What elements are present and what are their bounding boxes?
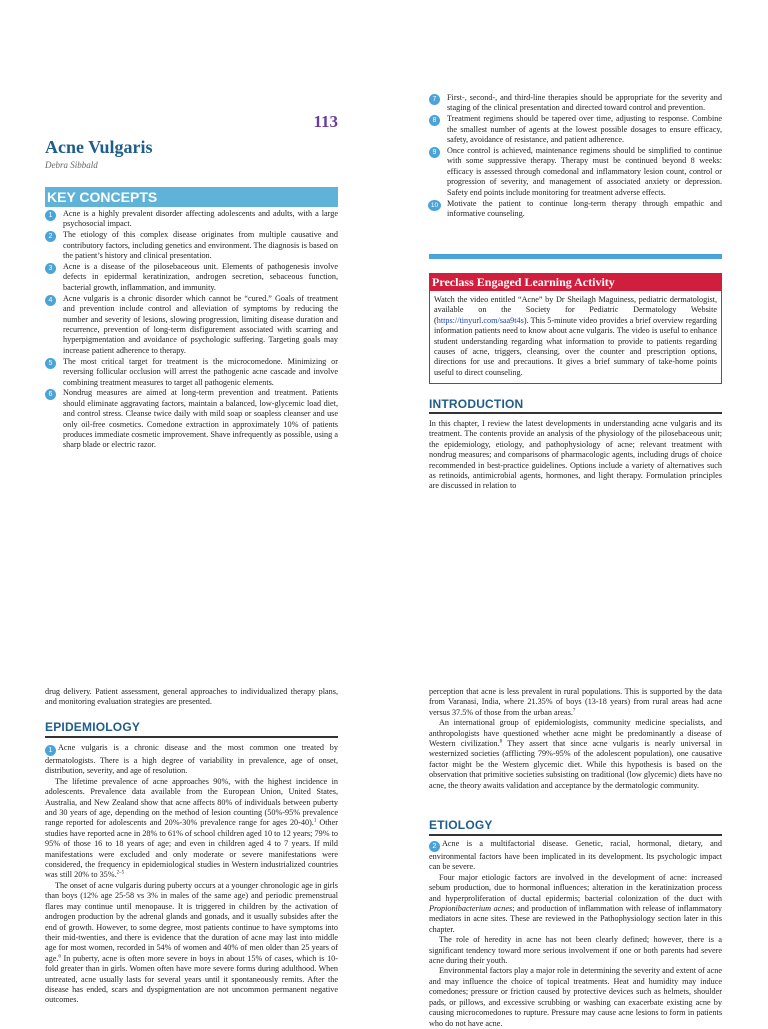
reference-marker: 8 [499, 739, 503, 745]
introduction-continued-paragraph: drug delivery. Patient assessment, general approaches to individualized therapy plans, and monitoring evaluation strategies are presented. [45, 687, 338, 707]
key-concept-number-icon: 1 [45, 210, 56, 221]
etiology-heading: ETIOLOGY [429, 818, 493, 832]
epidemiology-p1: 1 Acne vulgaris is a chronic disease and the most common one treated by dermatologists. There is a high degree of variability in prevalence, age of onset, distribution, severity, and age of resolution. [45, 743, 338, 776]
key-concept-number-icon: 6 [45, 389, 56, 400]
reference-marker: 7 [572, 708, 576, 714]
key-concept-number-icon: 10 [428, 200, 441, 211]
epidemiology-rule [45, 736, 338, 738]
key-concept-item [429, 146, 722, 198]
key-concept-item [429, 114, 722, 145]
key-concept-number-icon: 8 [429, 115, 440, 126]
key-concept-text: The most critical target for treatment is the microcomedone. Minimizing or reversing follicular occlusion will arrest the pathogenic acne cascade and involve combining treatment measures to target all pathogenic elements. [63, 356, 338, 387]
key-concept-text: Treatment regimens should be tapered over time, adjusting to response. Combine the smallest number of agents at the lowest possible dosages to ensure efficacy, safety, avoidance of resistance, and patient adherence. [447, 114, 722, 145]
reference-marker: 2–5 [116, 870, 125, 876]
preclass-video-link[interactable]: https://tinyurl.com/saa9t4s [436, 315, 524, 325]
key-concept-number-icon: 2 [45, 231, 56, 242]
preclass-activity-box [429, 273, 722, 384]
key-concept-number-icon: 4 [45, 295, 56, 306]
etiology-p3: The role of heredity in acne has not been clearly defined; however, there is a significant tendency toward more serious involvement if one or both parents had severe acne during their youth. [429, 935, 722, 966]
key-concepts-list-left [45, 209, 338, 451]
etiology-p2: Four major etiologic factors are involved in the development of acne: increased sebum production, due to hormonal influences; alteration in the keratinization process and hyperproliferation of ductal epidermis; bacterial colonization of the duct with Propionibacterium acnes; and production of inflammation with release of inflammatory mediators in acne sites. These are reviewed in the Pathophysiology section later in this chapter. [429, 872, 722, 934]
key-concept-text: First-, second-, and third-line therapies should be appropriate for the severity and staging of the clinical presentation and directed toward control and prevention. [447, 93, 722, 113]
key-concept-text: Acne is a highly prevalent disorder affecting adolescents and adults, with a large psychosocial impact. [63, 209, 338, 229]
key-concept-text: Acne is a disease of the pilosebaceous unit. Elements of pathogenesis involve defects in epidermal keratinization, androgen secretion, sebaceous function, bacterial growth, inflammation, and immunity. [63, 262, 338, 292]
key-concepts-list-right [429, 93, 722, 220]
introduction-rule [429, 412, 722, 414]
preclass-text-after: ). This 5-minute video provides a brief overview regarding information patients need to know about acne vulgaris. The video is useful to enhance student understanding regarding what information to provide to patients regarding causes of acne, triggers, cleansing, over the counter and prescription options, directions for use and precautions. It gives a brief summary of take-home points useful to direct counseling. [434, 315, 717, 377]
key-concept-marker-2: 2 [429, 841, 440, 852]
key-concept-item [429, 93, 722, 114]
introduction-text [429, 419, 722, 492]
chapter-author: Debra Sibbald [45, 160, 98, 170]
key-concept-number-icon: 7 [429, 94, 440, 105]
introduction-heading: INTRODUCTION [429, 397, 524, 411]
reference-marker: 1 [313, 818, 317, 824]
chapter-title: Acne Vulgaris [45, 137, 153, 157]
epidemiology-text [45, 743, 338, 1006]
reference-marker: 6 [58, 953, 61, 959]
key-concept-item [429, 199, 722, 220]
etiology-rule [429, 834, 722, 836]
etiology-p4: Environmental factors play a major role in determining the severity and extent of acne and may influence the choice of topical treatments. Heat and humidity may induce comedones; pressure or friction caused by protective devices such as helmets, shoulder pads, or pillows, and excessive scrubbing or washing can exacerbate existing acne by causing microcomedones to rupture. Pressure may cause acne lesions to form in patients who do not have acne. [429, 966, 722, 1028]
rural-urban-paragraph: perception that acne is less prevalent in rural populations. This is supported by the data from Varanasi, India, where 21.35% of boys (13-18 years) from rural areas had acne versus 37.5% of those from the urban areas.$^7$ [429, 687, 722, 717]
western-diet-paragraph: An international group of epidemiologists, community medicine specialists, and anthropologists have questioned whether acne might be predominantly a disease of Western civilization.$^8$ They assert that since acne vulgaris is nearly universal in westernized societies (afflicting 79%-95% of the adolescent population), one causative factor might be the Western glycemic diet. While this hypothesis is based on the observation that primitive societies subsisting on traditional (low glycemic) diets have no acne, the theory awaits validation and acceptance by the dermatologic community. [429, 718, 723, 790]
key-concept-item [45, 357, 338, 388]
key-concept-text: Acne vulgaris is a chronic disorder which cannot be “cured.” Goals of treatment and prevention include control and alleviation of symptoms by reducing the number and severity of lesions, slowing progression, limiting disease duration and recurrence, prevention of long-term disfigurement associated with scarring and hyperpigmentation and avoidance of psychologic suffering. Targeting goals may increase patient adherence to therapy. [63, 293, 338, 355]
key-concept-item [45, 262, 338, 293]
epidemiology-p2: The lifetime prevalence of acne approaches 90%, with the highest incidence in adolescents. Prevalence data available from the European Union, United States, Australia, and New Zealand show that acne affects 80% of individuals between puberty and 30 years of age, depending on the method of lesion counting (50%-95% prevalence range reported for adolescents and 20%-30% prevalence range for ages 20-40).$^1$ Other studies have reported acne in 28% to 61% of school children aged 10 to 12 years; 79% to 95% of those 16 to 18 years of age; and even in children aged 4 to 7 years. If mild manifestations were excluded and only moderate or severe manifestations were considered, the frequency in epidemiological studies in Western industrialized countries was still 20% to 35%.$^{2-5}$ [45, 776, 338, 880]
key-concept-item [45, 209, 338, 230]
key-concept-text: Once control is achieved, maintenance regimens should be simplified to continue with some suppressive therapy. Therapy must be continued beyond 8 weeks: efficacy is assessed through comedonal and inflammatory lesion count, control or progression of severity, and management of associated anxiety or depression. Safety end points include monitoring for treatment adverse effects. [447, 146, 722, 197]
key-concept-text: The etiology of this complex disease originates from multiple causative and contributory factors, including genetics and environment. The diagnosis is based on the patient’s history and clinical presentation. [63, 230, 338, 261]
key-concept-item [45, 230, 338, 261]
preclass-text-before: Watch the video entitled “Acne” by Dr Sheilagh Maguiness, pediatric dermatologist, available on the Society for Pediatric Dermatology Website ( [434, 295, 717, 325]
epidemiology-p3: The onset of acne vulgaris during puberty occurs at a younger chronologic age in girls than boys (12% age 25-58 vs 3% in males of the same age) and periodic premenstrual flares may continue until menopause. It is triggered in children by the activation of androgen production by the adrenal glands and gonads, and it usually subsides after the end of growth. However, to some degree, most patients continue to have symptoms into their mid-twenties, and there is evidence that the duration of acne may last into middle age for most women, recorded in 54% of women and 40% of men older than 25 years of age.$^6$ In puberty, acne is often more severe in boys in about 15% of cases, which is 10-fold greater than in girls. Women often have more severe forms during adulthood. When untreated, acne usually lasts for several years until it spontaneously remits. After the disease has ended, scars and dyspigmentation are not uncommon permanent negative outcomes. [45, 880, 338, 1005]
key-concept-number-icon: 3 [45, 263, 56, 274]
introduction-continued [45, 687, 338, 708]
preclass-body [430, 291, 721, 378]
introduction-paragraph: In this chapter, I review the latest developments in understanding acne vulgaris and its treatment. The contents provide an analysis of the physiology of the pilosebaceous unit; the epidemiology, etiology, and pathophysiology of acne; relevant treatment with nondrug measures; and comparisons of pharmacologic agents, including drugs of choice recommended in best-practice guidelines. Options include a variety of alternatives such as retinoids, antimicrobial agents, hormones, and light therapy. Formulation principles are discussed in relation to [429, 419, 722, 491]
etiology-p1: 2 Acne is a multifactorial disease. Genetic, racial, hormonal, dietary, and environmental factors have been implicated in its development. Its psychologic impact can be severe. [429, 839, 722, 872]
etiology-text [429, 839, 722, 1029]
preclass-heading: Preclass Engaged Learning Activity [430, 274, 721, 291]
key-concept-text: Nondrug measures are aimed at long-term prevention and treatment. Patients should eliminate aggravating factors, maintain a balanced, low-glycemic load diet, and control stress. Cleanse twice daily with mild soap or soapless cleanser and use only oil-free cosmetics. Comedone extraction in approximately 10% of patients produces immediate cosmetic improvement. Shave infrequently as possible, using a sharp blade or electric razor. [63, 388, 338, 450]
column-right-lower [429, 687, 722, 791]
key-concepts-heading: KEY CONCEPTS [45, 187, 338, 207]
key-concept-marker-1: 1 [45, 745, 56, 756]
key-concepts-end-rule [429, 254, 722, 259]
chapter-number: 113 [313, 112, 338, 131]
key-concept-text: Motivate the patient to continue long-term therapy through empathic and informative counseling. [447, 198, 722, 218]
key-concept-item [45, 388, 338, 450]
key-concept-number-icon: 5 [45, 358, 56, 369]
epidemiology-heading: EPIDEMIOLOGY [45, 720, 141, 734]
key-concept-number-icon: 9 [429, 147, 440, 158]
key-concept-item [45, 294, 338, 356]
